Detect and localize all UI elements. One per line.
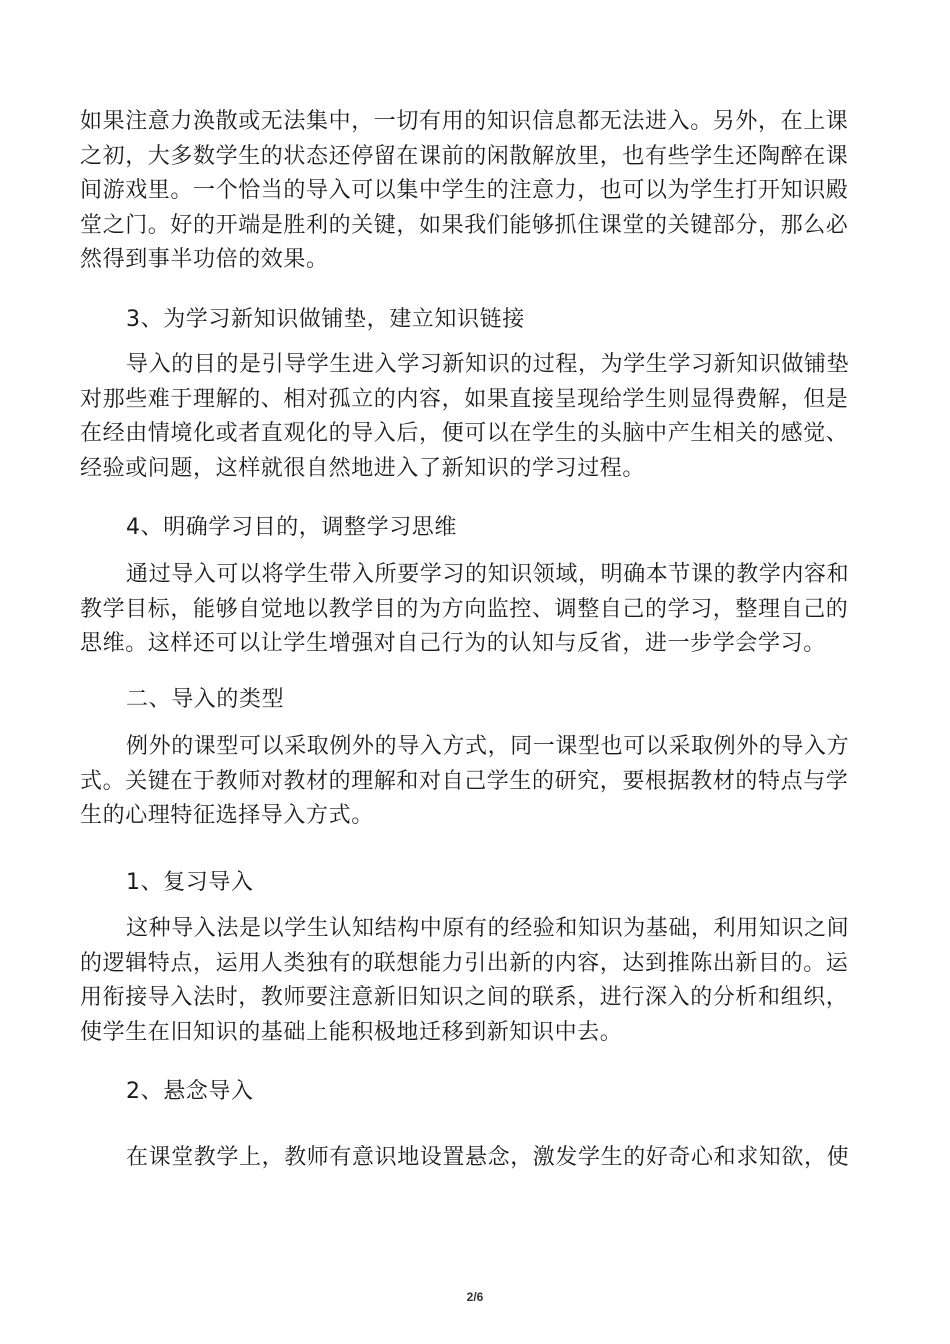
text-line: 用衔接导入法时，教师要注意新旧知识之间的联系，进行深入的分析和组织， bbox=[80, 985, 849, 1010]
heading-review-intro: 1、复习导入 bbox=[126, 870, 254, 895]
text-line: 堂之门。好的开端是胜利的关键，如果我们能够抓住课堂的关键部分，那么必 bbox=[80, 212, 849, 238]
text-line: 思维。这样还可以让学生增强对自己行为的认知与反省，进一步学会学习。 bbox=[80, 631, 826, 656]
text-line: 使学生在旧知识的基础上能积极地迁移到新知识中去。 bbox=[80, 1019, 623, 1045]
text-line: 教学目标，能够自觉地以教学目的为方向监控、调整自己的学习，整理自己的 bbox=[80, 596, 849, 622]
text-line: 通过导入可以将学生带入所要学习的知识领域，明确本节课的教学内容和 bbox=[126, 562, 850, 587]
text-line: 在课堂教学上，教师有意识地设置悬念，激发学生的好奇心和求知欲，使 bbox=[126, 1145, 850, 1170]
text-line: 例外的课型可以采取例外的导入方式，同一课型也可以采取例外的导入方 bbox=[126, 734, 850, 759]
text-line: 对那些难于理解的、相对孤立的内容，如果直接呈现给学生则显得费解，但是 bbox=[80, 386, 849, 412]
text-line: 如果注意力涣散或无法集中，一切有用的知识信息都无法进入。另外，在上课 bbox=[80, 109, 849, 134]
heading-learning-goal: 4、明确学习目的，调整学习思维 bbox=[126, 515, 457, 540]
paragraph-suspense bbox=[80, 1141, 870, 1176]
text-line: 然得到事半功倍的效果。 bbox=[80, 247, 329, 272]
page-number: 2/6 bbox=[466, 1290, 484, 1304]
text-line: 在经由情境化或者直观化的导入后，便可以在学生的头脑中产生相关的感觉、 bbox=[80, 421, 849, 446]
paragraph-types bbox=[80, 730, 870, 834]
text-line: 之初，大多数学生的状态还停留在课前的闲散解放里，也有些学生还陶醉在课 bbox=[80, 143, 849, 169]
paragraph-goal bbox=[80, 558, 870, 662]
text-line: 式。关键在于教师对教材的理解和对自己学生的研究，要根据教材的特点与学 bbox=[80, 768, 849, 794]
text-line: 间游戏里。一个恰当的导入可以集中学生的注意力，也可以为学生打开知识殿 bbox=[80, 178, 849, 203]
text-line: 生的心理特征选择导入方式。 bbox=[80, 803, 374, 828]
paragraph-foundation bbox=[80, 348, 870, 486]
text-line: 这种导入法是以学生认知结构中原有的经验和知识为基础，利用知识之间 bbox=[126, 916, 850, 941]
heading-intro-types: 二、导入的类型 bbox=[126, 687, 285, 712]
heading-suspense-intro: 2、悬念导入 bbox=[126, 1079, 254, 1104]
paragraph-attention bbox=[80, 105, 870, 278]
text-line: 的逻辑特点，运用人类独有的联想能力引出新的内容，达到推陈出新目的。运 bbox=[80, 950, 849, 976]
heading-knowledge-link: 3、为学习新知识做铺垫，建立知识链接 bbox=[126, 307, 525, 332]
paragraph-review bbox=[80, 912, 870, 1050]
text-line: 导入的目的是引导学生进入学习新知识的过程，为学生学习新知识做铺垫 bbox=[126, 352, 850, 377]
text-line: 经验或问题，这样就很自然地进入了新知识的学习过程。 bbox=[80, 455, 646, 481]
